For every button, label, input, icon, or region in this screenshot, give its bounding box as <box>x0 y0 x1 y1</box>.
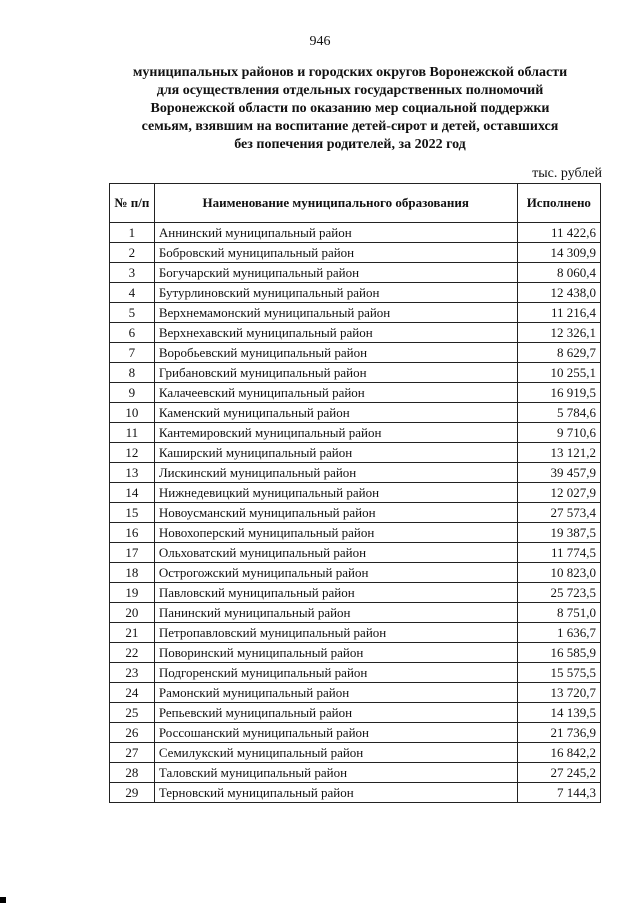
row-num-cell: 14 <box>110 483 155 503</box>
row-num-cell: 27 <box>110 743 155 763</box>
row-num-cell: 5 <box>110 303 155 323</box>
row-name-cell: Каменский муниципальный район <box>154 403 517 423</box>
heading-line: семьям, взявшим на воспитание детей-сирот и детей, оставшихся <box>141 119 559 134</box>
table-row <box>110 263 601 283</box>
row-num-cell: 16 <box>110 523 155 543</box>
units-label: тыс. рублей <box>532 166 602 181</box>
row-name-cell: Рамонский муниципальный район <box>154 683 517 703</box>
row-num-cell: 26 <box>110 723 155 743</box>
row-name-cell: Поворинский муниципальный район <box>154 643 517 663</box>
table-row <box>110 743 601 763</box>
row-value-cell: 16 842,2 <box>517 743 600 763</box>
heading-line: муниципальных районов и городских округов Воронежской области <box>132 65 568 80</box>
table-row <box>110 323 601 343</box>
table-row <box>110 583 601 603</box>
row-value-cell: 39 457,9 <box>517 463 600 483</box>
page-number: 946 <box>309 34 331 49</box>
row-name-cell: Бобровский муниципальный район <box>154 243 517 263</box>
row-name-cell: Лискинский муниципальный район <box>154 463 517 483</box>
document-heading <box>100 64 600 154</box>
row-name-cell: Новохоперский муниципальный район <box>154 523 517 543</box>
row-num-cell: 23 <box>110 663 155 683</box>
row-num-cell: 7 <box>110 343 155 363</box>
table-row <box>110 763 601 783</box>
table-row <box>110 503 601 523</box>
row-name-cell: Подгоренский муниципальный район <box>154 663 517 683</box>
row-num-cell: 17 <box>110 543 155 563</box>
heading-line: для осуществления отдельных государственных полномочий <box>156 83 544 98</box>
table-row <box>110 603 601 623</box>
row-value-cell: 11 422,6 <box>517 223 600 243</box>
table-row <box>110 243 601 263</box>
row-name-cell: Ольховатский муниципальный район <box>154 543 517 563</box>
scan-corner-mark <box>0 897 6 903</box>
table-row <box>110 403 601 423</box>
row-name-cell: Богучарский муниципальный район <box>154 263 517 283</box>
row-name-cell: Таловский муниципальный район <box>154 763 517 783</box>
row-value-cell: 1 636,7 <box>517 623 600 643</box>
row-num-cell: 15 <box>110 503 155 523</box>
row-value-cell: 21 736,9 <box>517 723 600 743</box>
row-name-cell: Острогожский муниципальный район <box>154 563 517 583</box>
row-value-cell: 5 784,6 <box>517 403 600 423</box>
row-num-cell: 20 <box>110 603 155 623</box>
row-num-cell: 13 <box>110 463 155 483</box>
row-name-cell: Грибановский муниципальный район <box>154 363 517 383</box>
row-name-cell: Репьевский муниципальный район <box>154 703 517 723</box>
row-num-cell: 28 <box>110 763 155 783</box>
row-num-cell: 1 <box>110 223 155 243</box>
row-value-cell: 19 387,5 <box>517 523 600 543</box>
row-value-cell: 13 121,2 <box>517 443 600 463</box>
row-value-cell: 14 309,9 <box>517 243 600 263</box>
row-name-cell: Верхнемамонский муниципальный район <box>154 303 517 323</box>
table-row <box>110 663 601 683</box>
table-row <box>110 303 601 323</box>
row-num-cell: 3 <box>110 263 155 283</box>
table-row <box>110 223 601 243</box>
heading-line: Воронежской области по оказанию мер социальной поддержки <box>150 101 550 116</box>
table-row <box>110 283 601 303</box>
row-value-cell: 27 573,4 <box>517 503 600 523</box>
header-name: Наименование муниципального образования <box>154 184 517 223</box>
row-name-cell: Аннинский муниципальный район <box>154 223 517 243</box>
row-name-cell: Семилукский муниципальный район <box>154 743 517 763</box>
table-row <box>110 343 601 363</box>
table-row <box>110 363 601 383</box>
row-num-cell: 12 <box>110 443 155 463</box>
table-row <box>110 443 601 463</box>
row-value-cell: 16 585,9 <box>517 643 600 663</box>
row-num-cell: 9 <box>110 383 155 403</box>
row-num-cell: 6 <box>110 323 155 343</box>
row-name-cell: Павловский муниципальный район <box>154 583 517 603</box>
row-name-cell: Нижнедевицкий муниципальный район <box>154 483 517 503</box>
table-row <box>110 383 601 403</box>
table-row <box>110 783 601 803</box>
data-table <box>109 183 601 803</box>
heading-line: без попечения родителей, за 2022 год <box>234 137 466 152</box>
row-name-cell: Петропавловский муниципальный район <box>154 623 517 643</box>
row-value-cell: 12 438,0 <box>517 283 600 303</box>
table-body <box>110 223 601 803</box>
row-value-cell: 16 919,5 <box>517 383 600 403</box>
table-row <box>110 703 601 723</box>
table-row <box>110 643 601 663</box>
row-value-cell: 8 751,0 <box>517 603 600 623</box>
row-value-cell: 9 710,6 <box>517 423 600 443</box>
table-row <box>110 563 601 583</box>
row-num-cell: 11 <box>110 423 155 443</box>
header-num: № п/п <box>110 184 155 223</box>
row-num-cell: 10 <box>110 403 155 423</box>
row-value-cell: 11 774,5 <box>517 543 600 563</box>
row-value-cell: 8 060,4 <box>517 263 600 283</box>
row-num-cell: 2 <box>110 243 155 263</box>
row-value-cell: 25 723,5 <box>517 583 600 603</box>
row-num-cell: 18 <box>110 563 155 583</box>
row-value-cell: 12 027,9 <box>517 483 600 503</box>
row-name-cell: Кантемировский муниципальный район <box>154 423 517 443</box>
table-row <box>110 623 601 643</box>
row-name-cell: Новоусманский муниципальный район <box>154 503 517 523</box>
row-value-cell: 11 216,4 <box>517 303 600 323</box>
table-header-row <box>110 184 601 223</box>
row-num-cell: 25 <box>110 703 155 723</box>
row-name-cell: Калачеевский муниципальный район <box>154 383 517 403</box>
table-row <box>110 723 601 743</box>
row-name-cell: Россошанский муниципальный район <box>154 723 517 743</box>
header-value: Исполнено <box>517 184 600 223</box>
row-num-cell: 22 <box>110 643 155 663</box>
row-name-cell: Верхнехавский муниципальный район <box>154 323 517 343</box>
table-row <box>110 463 601 483</box>
row-value-cell: 12 326,1 <box>517 323 600 343</box>
table-row <box>110 523 601 543</box>
row-name-cell: Каширский муниципальный район <box>154 443 517 463</box>
row-num-cell: 24 <box>110 683 155 703</box>
row-name-cell: Терновский муниципальный район <box>154 783 517 803</box>
row-num-cell: 29 <box>110 783 155 803</box>
row-value-cell: 10 823,0 <box>517 563 600 583</box>
row-value-cell: 10 255,1 <box>517 363 600 383</box>
row-value-cell: 15 575,5 <box>517 663 600 683</box>
row-name-cell: Воробьевский муниципальный район <box>154 343 517 363</box>
row-num-cell: 21 <box>110 623 155 643</box>
table-row <box>110 543 601 563</box>
row-name-cell: Бутурлиновский муниципальный район <box>154 283 517 303</box>
row-value-cell: 13 720,7 <box>517 683 600 703</box>
row-num-cell: 19 <box>110 583 155 603</box>
row-value-cell: 7 144,3 <box>517 783 600 803</box>
row-name-cell: Панинский муниципальный район <box>154 603 517 623</box>
table-row <box>110 423 601 443</box>
row-num-cell: 4 <box>110 283 155 303</box>
row-value-cell: 8 629,7 <box>517 343 600 363</box>
table-row <box>110 683 601 703</box>
row-value-cell: 14 139,5 <box>517 703 600 723</box>
table-row <box>110 483 601 503</box>
row-num-cell: 8 <box>110 363 155 383</box>
row-value-cell: 27 245,2 <box>517 763 600 783</box>
